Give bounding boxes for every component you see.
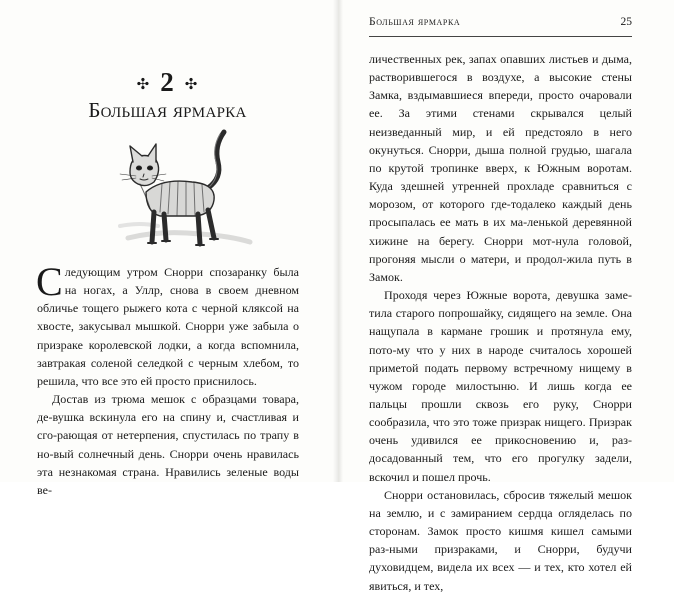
text-line: дыша полной грудью, шагала по крутой тропинке [369,142,632,175]
right-page [340,0,674,593]
text-line: ледующим утром Снорри спозаранку была на [64,265,299,298]
text-line: вверх, к Южным воротам. Куда здешней утренней [369,160,633,194]
text-line: видела их всех — и тех, кто хотел ей явиться, и тех, [369,560,632,593]
chapter-heading [0,67,335,98]
text-line: на землю, и с замиранием сердца огляделась по [369,505,632,520]
text-line: незнакомая страна. Нравились зеленые воды ве- [37,464,299,497]
chapter-number: 2 [160,67,175,97]
text-line: му что у них в народе считалось хорошей приметой [369,342,632,375]
left-page [0,0,335,497]
text-line: нащупала в кармане грошик и протянула ему, пото- [369,324,632,357]
text-line: Достав из трюма мешок с образцами товара, де- [37,392,299,425]
text-line: Проходя через Южные ворота, девушка заме- [384,288,632,303]
text-line: Снорри сообразила, что это тоже призрак нищего. [369,396,632,430]
text-line: соленой селедкой с черным хлебом, то решила, что [37,355,299,388]
text-line: и пошел прочь. [412,469,491,484]
paragraph-continued [369,50,632,286]
text-line: тощего рыжего кота с черной кляксой на хвосте, [37,301,299,334]
chapter-title: Большая ярмарка [88,98,247,122]
right-page-text [369,50,632,595]
paragraph-1 [36,259,300,390]
text-line: растворившегося в воздухе, а высокие стены Замка, [369,70,632,103]
text-line: прохладе сравниться с морозом, от которого где-то [369,179,633,212]
left-page-text [36,259,300,499]
text-line: королевской лодки, а когда вспомнила, завтракая [37,337,299,370]
text-line: сторонам. Замок просто кишмя кишел самыми раз- [369,524,632,557]
text-line: вый солнечный день. Снорри очень нравилась эта [37,446,299,479]
text-line: далеко каждый день просыпалась ее мать в их ма- [369,197,632,230]
paragraph-2 [37,390,299,499]
text-line: мир, и ей предстояло в него окунуться. Снорри, [369,124,632,157]
cat-illustration-icon [100,126,260,266]
text-line: Призрак очень удивился ее прикосновению и, раз- [369,415,633,448]
text-line: вздымавшиеся впереди, просто очаровали ее. [369,88,632,121]
running-head: Большая ярмарка [369,16,461,28]
page-number: 25 [620,16,632,28]
text-line: подать первому встречному нищему в чужом городе [369,360,632,393]
text-line: рающая от нетерпения, спустилась по трапу в но- [37,428,299,461]
text-line: все это ей просто приснилось. [101,373,257,388]
ornament-left-icon: ✣ [136,77,151,94]
text-line: ленькой деревянной хижине на берегу. Снорри мот- [369,215,632,248]
text-line: ногах, а Уллр, снова в своем дневном обличье [37,283,299,316]
text-line: личественных рек, запах опавших листьев и дыма, [369,52,632,66]
text-line: вушка вскинула его на спину и, счастливая и сго- [37,410,299,443]
drop-cap: С [36,259,63,304]
ornament-right-icon: ✣ [184,77,199,94]
text-line: За этими стенами скрывался целый неизведанный [369,106,632,139]
header-rule [369,36,632,37]
text-line: тила старого попрошайку, сидящего на земле. Она [369,306,632,321]
text-line: закусывал мышкой. Снорри уже забыла о призраке [37,319,300,352]
text-line: милостыню. И лишь когда ее пальцы прошли сквозь его руку, [369,378,633,411]
text-line: нула головой, прогоняя мысли о матери, и продол- [369,233,632,266]
text-line: жила путь в Замок. [369,251,633,284]
paragraph-beggar [369,286,632,486]
text-line: досадованный тем, что его прогулку задели, вскочил [369,451,632,484]
text-line: ными призраками, и Снорри, будучи духовидцем, [369,542,632,575]
paragraph-ghosts [369,486,632,595]
text-line: Снорри остановилась, сбросив тяжелый мешок [384,487,632,502]
